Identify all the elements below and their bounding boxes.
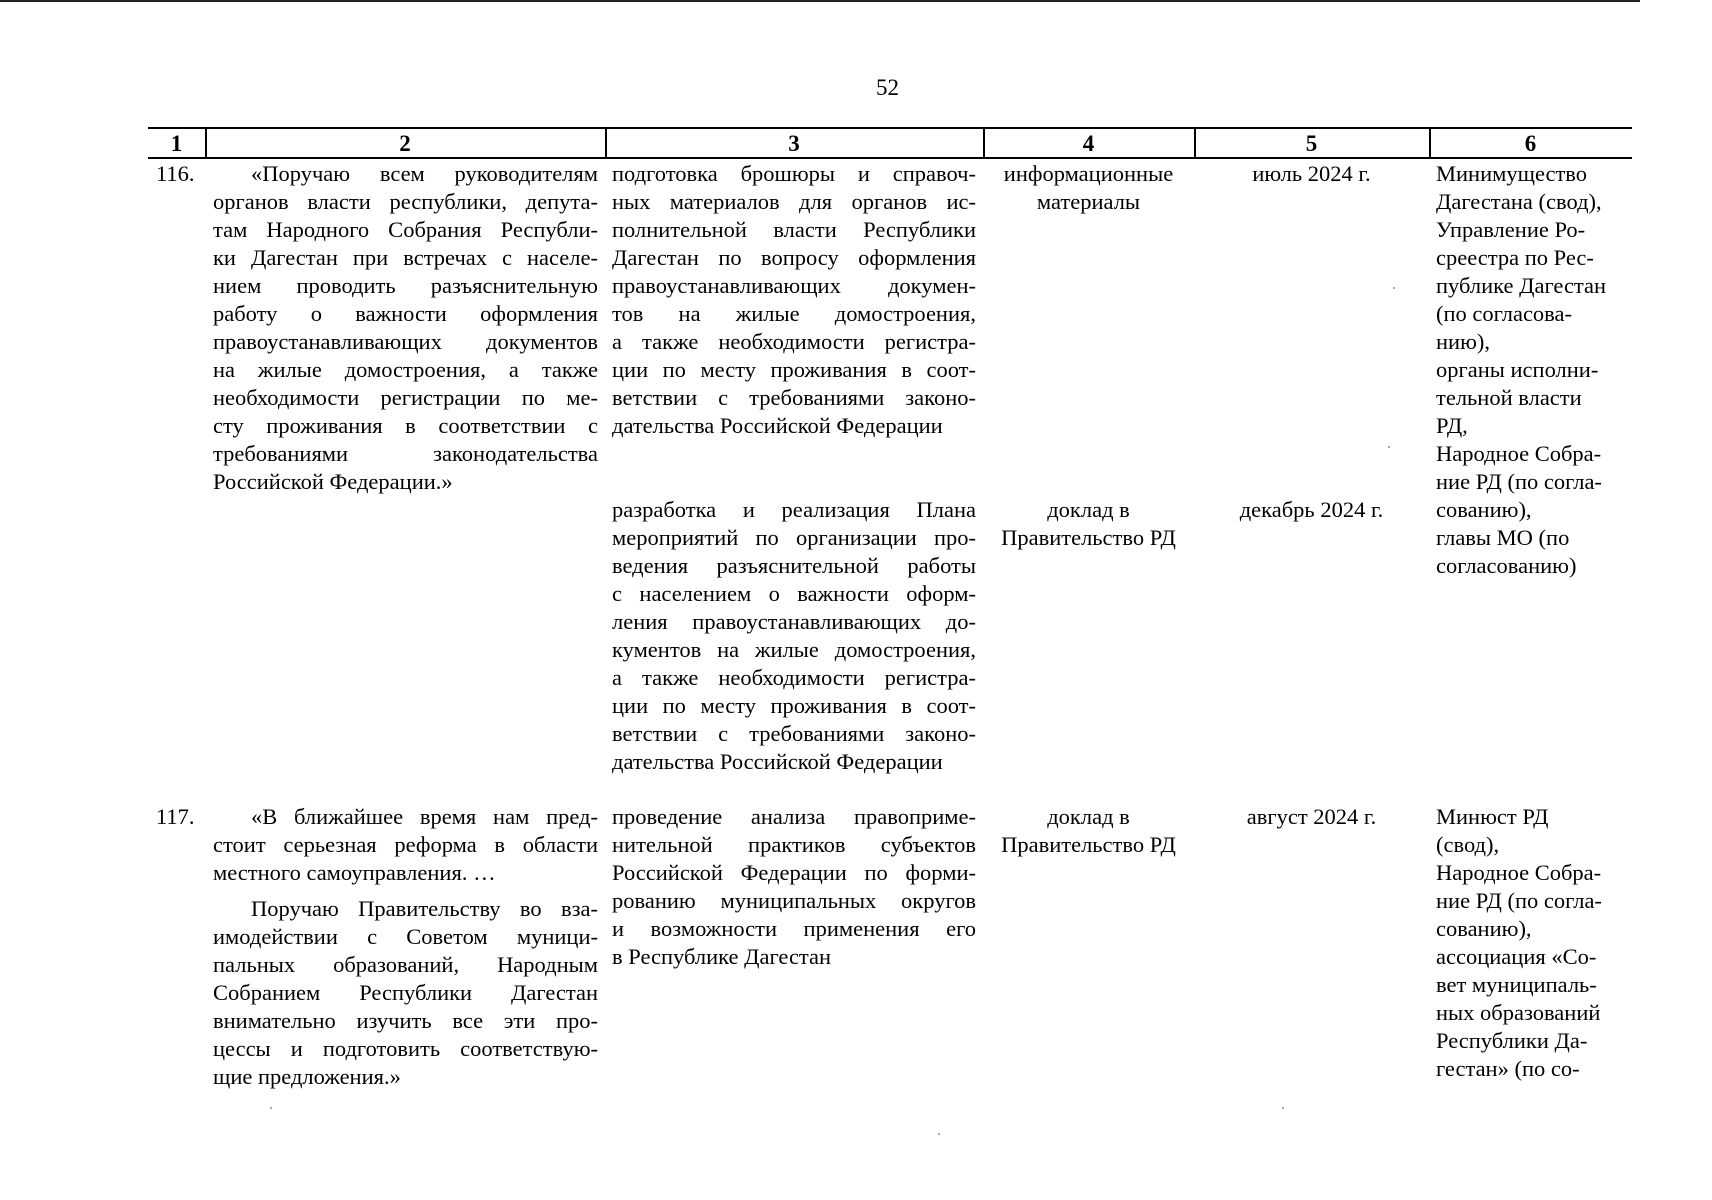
- responsible-line: сованию),: [1436, 916, 1532, 941]
- measure-line: ветствии с требованиями законо-: [612, 721, 976, 746]
- measure-line: Дагестан по вопросу оформления: [612, 245, 976, 270]
- top-edge-line: [0, 0, 1640, 2]
- responsible-line: среестра по Рес-: [1436, 245, 1594, 270]
- measure-line: и возможности применения его: [612, 916, 976, 941]
- result-text: [983, 803, 1194, 859]
- column-header-3: 3: [788, 131, 800, 156]
- responsible-text: [1436, 803, 1626, 1083]
- measure-line: проведение анализа правоприме-: [612, 804, 976, 829]
- responsible-line: Минюст РД: [1436, 804, 1549, 829]
- column-header-6: 6: [1524, 131, 1537, 156]
- row-number: 116.: [156, 161, 195, 186]
- quote-text: [213, 160, 598, 496]
- responsible-line: Минимущество: [1436, 161, 1588, 186]
- measure-line: ведения разъяснительной работы: [612, 553, 976, 578]
- responsible-line: Республики Да-: [1436, 1028, 1588, 1053]
- measure-line: правоустанавливающих докумен-: [612, 273, 976, 298]
- quote-line: местного самоуправления. …: [213, 860, 496, 885]
- responsible-line: Дагестана (свод),: [1436, 189, 1602, 214]
- deadline-text: август 2024 г.: [1246, 804, 1377, 829]
- measure-line: с населением о важности оформ-: [612, 581, 976, 606]
- quote-line: на жилые домостроения, а также: [213, 357, 598, 382]
- measure-line: ции по месту проживания в соот-: [612, 357, 976, 382]
- quote-line: ки Дагестан при встречах с населе-: [213, 245, 598, 270]
- measure-line: разработка и реализация Плана: [612, 497, 976, 522]
- result-line: Правительство РД: [1001, 832, 1176, 857]
- quote-line: необходимости регистрации по ме-: [213, 385, 598, 410]
- measure-line: ветствии с требованиями законо-: [612, 385, 976, 410]
- column-header-4: 4: [1082, 131, 1095, 156]
- quote-line: работу о важности оформления: [213, 301, 598, 326]
- quote-line: пальных образований, Народным: [213, 952, 598, 977]
- measure-line: а также необходимости регистра-: [612, 329, 976, 354]
- responsible-line: Управление Ро-: [1436, 217, 1586, 242]
- measure-line: в Республике Дагестан: [612, 944, 832, 969]
- responsible-line: вет муниципаль-: [1436, 972, 1597, 997]
- measure-line: нительной практиков субъектов: [612, 832, 976, 857]
- deadline-text: декабрь 2024 г.: [1239, 497, 1384, 522]
- responsible-line: (свод),: [1436, 832, 1500, 857]
- quote-line: Поручаю Правительству во вза-: [251, 896, 598, 921]
- result-text: [983, 160, 1194, 216]
- measure-line: полнительной власти Республики: [612, 217, 976, 242]
- responsible-line: РД,: [1436, 413, 1468, 438]
- quote-line: щие предложения.»: [213, 1064, 401, 1089]
- quote-line: требованиями законодательства: [213, 441, 598, 466]
- quote-line: имодействии с Советом муници-: [213, 924, 598, 949]
- measure-line: рованию муниципальных округов: [612, 888, 976, 913]
- table-top-rule: [148, 127, 1632, 129]
- result-text: [983, 496, 1194, 552]
- scan-speck: [270, 1107, 272, 1109]
- quote-line: органов власти республики, депута-: [213, 189, 598, 214]
- measure-line: ции по месту проживания в соот-: [612, 693, 976, 718]
- column-header-1: 1: [170, 131, 183, 156]
- result-line: материалы: [1036, 189, 1141, 214]
- responsible-line: нию),: [1436, 329, 1491, 354]
- responsible-line: тельной власти: [1436, 385, 1582, 410]
- scan-speck: [1393, 287, 1395, 289]
- result-line: доклад в: [1047, 804, 1130, 829]
- measure-line: кументов на жилые домостроения,: [612, 637, 976, 662]
- measure-line: Российской Федерации по форми-: [612, 860, 976, 885]
- responsible-line: публике Дагестан: [1436, 273, 1607, 298]
- page-number: 52: [876, 75, 899, 100]
- responsible-line: ние РД (по согла-: [1436, 469, 1602, 494]
- responsible-line: Народное Собра-: [1436, 441, 1602, 466]
- measure-line: мероприятий по организации про-: [612, 525, 976, 550]
- quote-line: «Поручаю всем руководителям: [251, 161, 598, 186]
- quote-line: там Народного Собрания Республи-: [213, 217, 598, 242]
- quote-line: нием проводить разъяснительную: [213, 273, 598, 298]
- quote-line: сту проживания в соответствии с: [213, 413, 598, 438]
- measure-line: ных материалов для органов ис-: [612, 189, 976, 214]
- measure-text: [612, 160, 976, 440]
- quote-line: стоит серьезная реформа в области: [213, 832, 598, 857]
- measure-text: [612, 803, 976, 971]
- measure-line: а также необходимости регистра-: [612, 665, 976, 690]
- responsible-line: ассоциация «Со-: [1436, 944, 1597, 969]
- measure-line: дательства Российской Федерации: [612, 413, 943, 438]
- quote-line: цессы и подготовить соответствую-: [213, 1036, 598, 1061]
- quote-line: Российской Федерации.»: [213, 469, 453, 494]
- quote-text: [213, 803, 598, 1091]
- responsible-line: гестан» (по со-: [1436, 1056, 1580, 1081]
- result-line: доклад в: [1047, 497, 1130, 522]
- quote-line: «В ближайшее время нам пред-: [251, 804, 598, 829]
- quote-line: правоустанавливающих документов: [213, 329, 598, 354]
- deadline-text: июль 2024 г.: [1252, 161, 1371, 186]
- responsible-line: ние РД (по согла-: [1436, 888, 1602, 913]
- measure-line: подготовка брошюры и справоч-: [612, 161, 976, 186]
- responsible-line: сованию),: [1436, 497, 1532, 522]
- measure-line: дательства Российской Федерации: [612, 749, 943, 774]
- responsible-line: главы МО (по: [1436, 525, 1570, 550]
- column-header-5: 5: [1305, 131, 1318, 156]
- scan-speck: [1282, 1107, 1284, 1109]
- measure-text: [612, 496, 976, 776]
- measure-line: тов на жилые домостроения,: [612, 301, 976, 326]
- quote-line: внимательно изучить все эти про-: [213, 1008, 598, 1033]
- result-line: информационные: [1003, 161, 1174, 186]
- quote-line: Собранием Республики Дагестан: [213, 980, 598, 1005]
- row-number: 117.: [156, 804, 195, 829]
- responsible-line: Народное Собра-: [1436, 860, 1602, 885]
- result-line: Правительство РД: [1001, 525, 1176, 550]
- scan-speck: [1388, 446, 1390, 448]
- responsible-line: согласованию): [1436, 553, 1577, 578]
- column-header-2: 2: [399, 131, 411, 156]
- measure-line: ления правоустанавливающих до-: [612, 609, 976, 634]
- responsible-line: (по согласова-: [1436, 301, 1572, 326]
- responsible-text: [1436, 160, 1626, 580]
- responsible-line: органы исполни-: [1436, 357, 1599, 382]
- scan-speck: [938, 1133, 940, 1135]
- responsible-line: ных образований: [1436, 1000, 1601, 1025]
